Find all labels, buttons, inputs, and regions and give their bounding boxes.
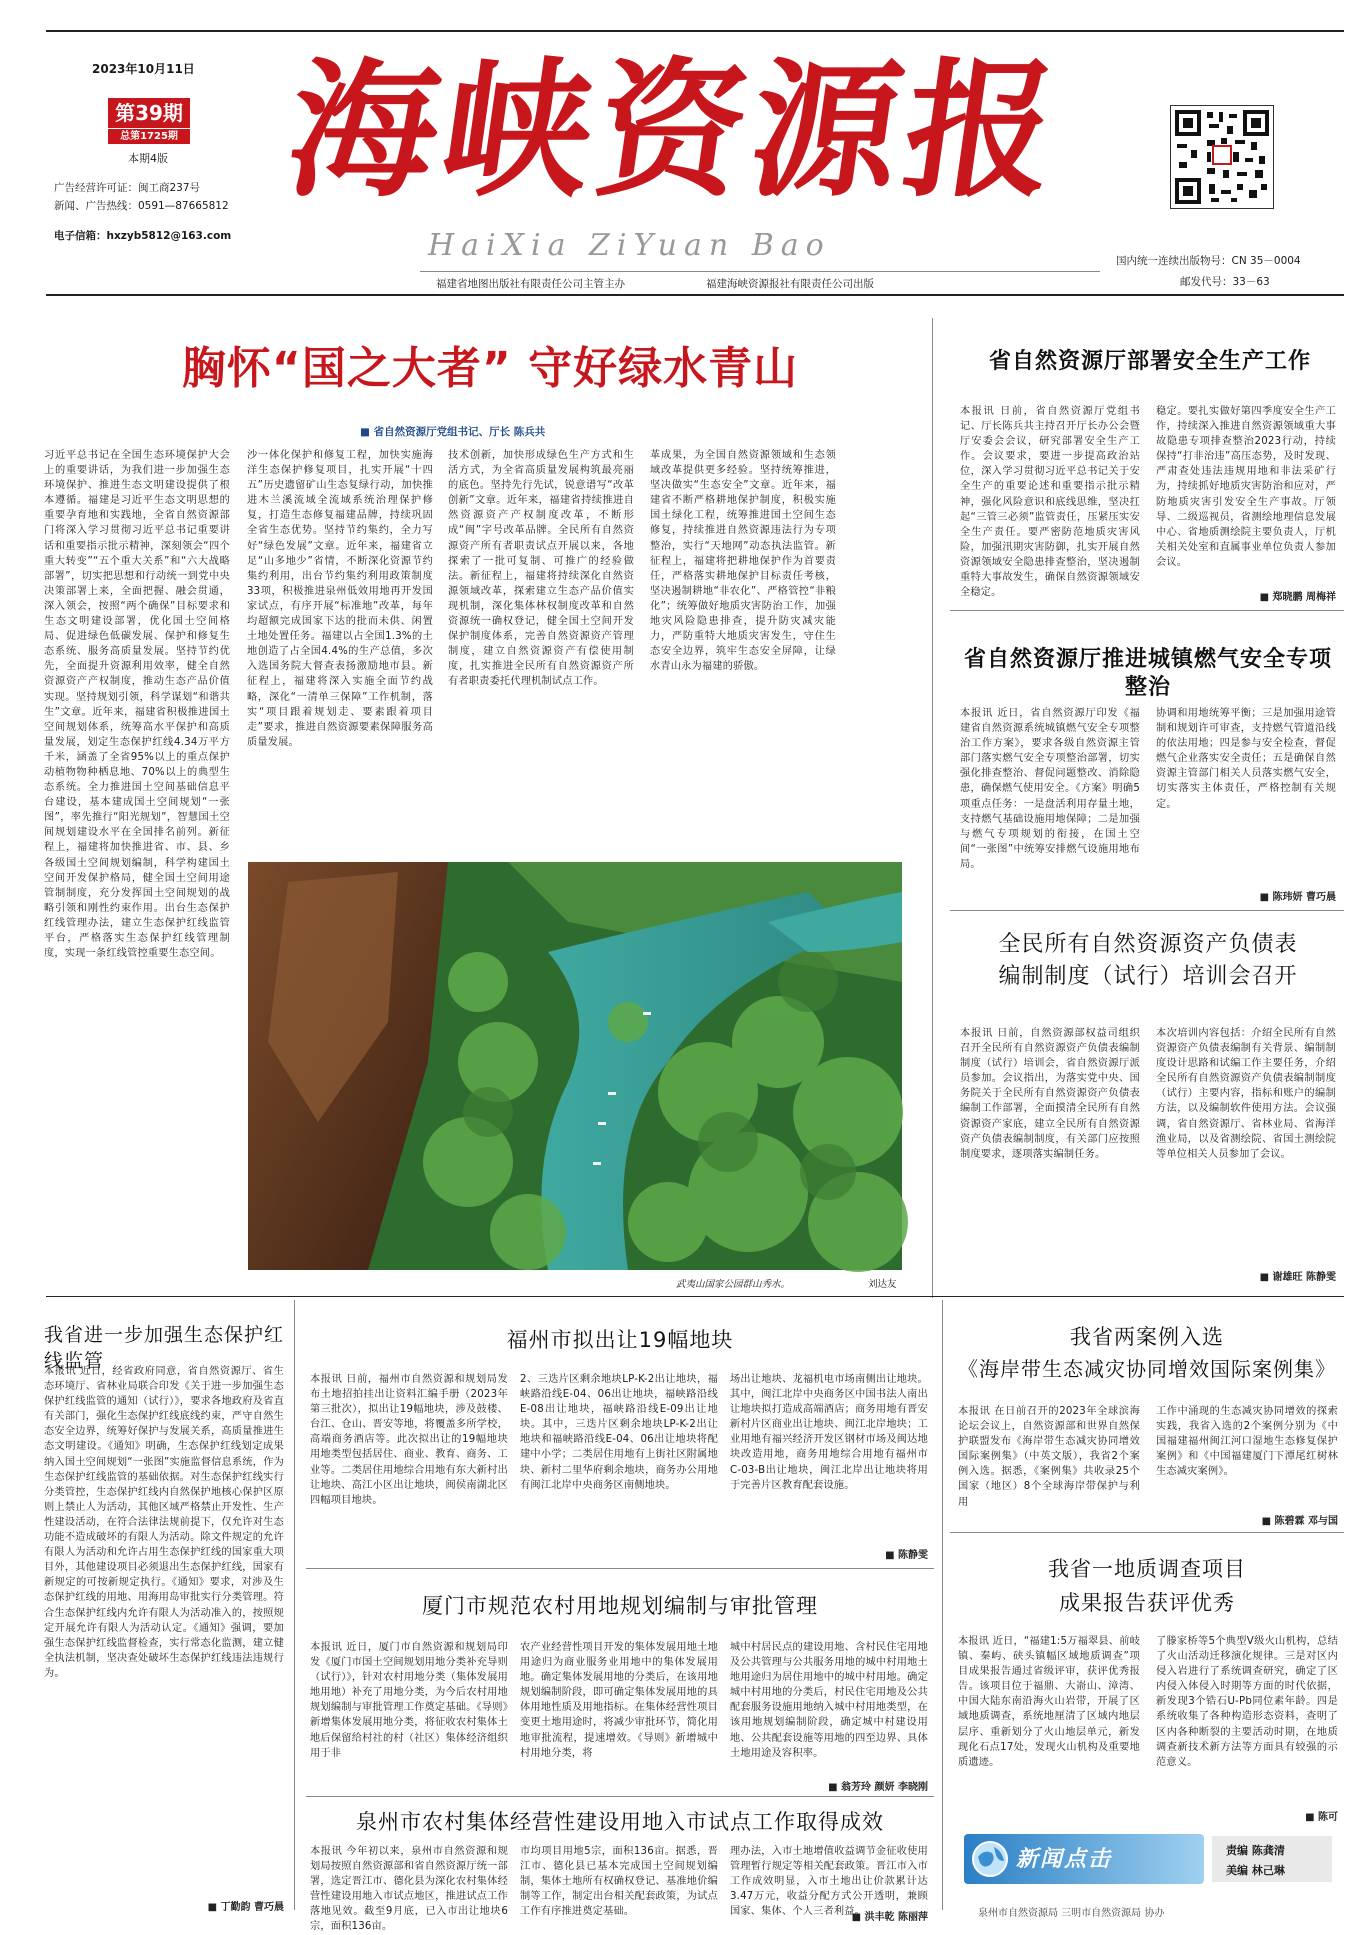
r2-col-1: 本报讯 近日，省自然资源厅印发《福建省自然资源系统城镇燃气安全专项整治工作方案》，要求各级自然资源主管部门落实燃气安全专项整治部署，切实强化排查整治、督促问题整改、消除隐患，确保燃气使用安全。《方案》明确5项重点任务：一是盘活利用存量土地，支持燃气基础设施用地保障；二是加强与燃气专项规划的衔接，在国土空间“一张图”中统筹安排燃气设施用地布局。	[960, 708, 1140, 870]
r9-headline: 泉州市农村集体经营性建设用地入市试点工作取得成效	[356, 1810, 884, 1834]
r1-col-1: 本报讯 日前，省自然资源厅党组书记、厅长陈兵共主持召开厅长办公会暨厅安委会会议，研究部署安全生产工作。会议要求，要进一步提高政治站位，深入学习贯彻习近平总书记关于安全生产的重要论述和重要指示批示精神，强化风险意识和底线思维，坚决扛起“三管三必须”监管责任，压紧压实安全生产责任。要严密防范地质灾害风险，加强汛期灾害防御，扎实开展自然资源领域安全隐患排查整治，坚决遏制重特大事故发生，确保自然资源领域安全稳定。	[960, 406, 1140, 599]
lead-col-3: 技术创新，加快形成绿色生产方式和生活方式，为全省高质量发展构筑最亮丽的底色。坚持先行先试，锐意谱写“改革创新”文章。近年来，福建省持续推进自然资源资产产权制度改革，不断形成“闽”字号改革品牌。全民所有自然资源资产所有者职责试点开展以来，各地探索了一批可复制、可推广的经验做法。新征程上，福建将持续深化自然资源领域改革，探索建立生态产品价值实现机制，深化集体林权制度改革和自然资源统一确权登记，健全国土空间开发保护制度体系，完善自然资源资产管理制度，建立自然资源资产有偿使用制度，扎实推进全民所有自然资源资产所有者职责委托代理机制试点工作。	[448, 450, 634, 688]
r7-headline: 厦门市规范农村用地规划编制与审批管理	[422, 1594, 818, 1618]
r9-col-1: 本报讯 今年初以来，泉州市自然资源和规划局按照自然资源部和省自然资源厅统一部署，选定晋江市、德化县为深化农村集体经营性建设用地入市试点地区，推进试点工作落地见效。截至9月底，已入市出让地块6宗，面积136亩。	[310, 1846, 508, 1933]
editor-box	[1212, 1836, 1332, 1882]
lead-byline: ■ 省自然资源厅党组书记、厅长 陈兵共	[360, 426, 546, 438]
edition-count: 本期4版	[128, 152, 168, 165]
r3-headline-1: 全民所有自然资源资产负债表	[998, 932, 1298, 957]
masthead-bottom-rule	[46, 294, 1344, 296]
r1-divider	[950, 610, 1344, 611]
lead-photo	[248, 862, 902, 1270]
r5-headline: 福州市拟出让19幅地块	[506, 1328, 734, 1352]
r8-byline: ■ 陈可	[1305, 1812, 1338, 1823]
lead-col-4: 革成果，为全国自然资源领域和生态领域改革提供更多经验。坚持统筹推进，坚决做实“生态安全”文章。近年来，福建省不断严格耕地保护制度，积极实施国土绿化工程，统筹推进国土空间生态修复，持续推进自然资源违法行为专项整治，实行“天地网”动态执法监管。新征程上，福建将把耕地保护作为首要责任，严格落实耕地保护目标责任考核，坚决遏制耕地“非农化”、严格管控“非粮化”；统筹做好地质灾害防治工作，加强地灾风险隐患排查，提升防灾减灾能力，严防重特大地质灾害发生，守住生态安全边界，筑牢生态安全屏障，让绿水青山永为福建的骄傲。	[650, 450, 836, 673]
r7-col-1: 本报讯 近日，厦门市自然资源和规划局印发《厦门市国土空间规划用地分类补充导则（试行）》，针对农村用地分类（集体发展用地用地）补充了用地分类，为今后农村用地规划编制与审批管理工作奠定基础。《导则》新增集体发展用地分类，将征收农村集体土地后保留给村社的村（社区）集体经济组织用于非	[310, 1642, 508, 1759]
newspaper-title: 海峡资源报	[277, 43, 1073, 217]
r5-divider	[306, 1568, 934, 1569]
r7-col-2: 农产业经营性项目开发的集体发展用地土地用途归为商业服务业用地中的集体发展用地。确定集体发展用地的分类后，在该用地规划编制阶段，即可确定集体发展用地的具体用地性质及用地指标。在集体经营性项目变更土地用途时，将减少审批环节，简化用地审批流程，提速增效。《导则》新增城中村用地分类，将	[520, 1642, 718, 1759]
globe-icon	[970, 1839, 1010, 1879]
lead-col-2: 沙一体化保护和修复工程，加快实施海洋生态保护修复项目，扎实开展“十四五”历史遗留矿山生态复绿行动，加快推进木兰溪流域全流域系统治理保护修复，打造生态修复福建品牌，持续巩固全省生态优势。坚持节约集约，全力写好“绿色发展”文章。近年来，福建省立足“山多地少”省情，不断深化资源节约集约利用，出台节约集约利用政策制度33项，积极推进泉州低效用地再开发国家试点，有序开展“标准地”改革，每年均超额完成国家下达的批而未供、闲置土地处置任务。福建以占全国1.3%的土地创造了占全国4.4%的生产总值，多次入选国务院大督查表扬激励地市县。新征程上，福建将深入实施全面节约战略，深化“一清单三保障”工作机制，落实“项目跟着规划走、要素跟着项目走”要求，推进自然资源要素保障服务高质量发展。	[247, 450, 433, 748]
license-text: 广告经营许可证：闽工商237号	[54, 182, 201, 194]
r7-byline: ■ 翁芳玲 颜妍 李晓刚	[828, 1782, 928, 1793]
r1-byline: ■ 郑晓鹏 周梅祥	[1259, 592, 1336, 603]
r9-byline: ■ 洪丰乾 陈丽萍	[851, 1912, 928, 1923]
photo-caption: 武夷山国家公园群山秀水。	[676, 1279, 791, 1290]
r6-divider	[950, 1532, 1344, 1533]
mid-rule	[46, 1296, 1344, 1297]
cooperation-text: 泉州市自然资源局 三明市自然资源局 协办	[978, 1908, 1165, 1919]
r5-col-2: 2、三迭片区剩余地块LP-K-2出让地块，福峡路沿线E-04、06出让地块，福峡路沿线E-08出让地块，福峡路沿线E-09出让地块。其中，三迭片区剩余地块LP-K-2出让地块和福峡路沿线E-04、06出让地块将配建中小学；二类居住用地有上街社区附属地块、新村二里华府剩余地块，商务办公用地有闽江北岸中央商务区南侧地块。	[520, 1374, 718, 1491]
email-text: 电子信箱：hxzyb5812@163.com	[54, 230, 232, 242]
lower-right-divider	[942, 1300, 943, 1910]
r6-col-2: 工作中涌现的生态减灾协同增效的探索实践，我省入选的2个案例分别为《中国福建福州闽江河口湿地生态修复保护案例》和《中国福建厦门下潭尾红树林生态减灾案例》。	[1156, 1406, 1338, 1478]
r8-headline-2: 成果报告获评优秀	[1059, 1591, 1235, 1615]
r5-col-3: 场出让地块、龙福机电市场南侧出让地块。其中，闽江北岸中央商务区中国书法人南出让地块拟打造成高端酒店；商务用地有晋安新村片区商业出让地块、闽江北岸地块；工业用地有福兴经济开发区钢材市场及闽达地块改造用地，商务用地综合用地有福州市C-03-B出让地块，闽江北岸出让地块将用于完善片区教育配套设施。	[730, 1374, 928, 1491]
r1-col-2: 稳定。要扎实做好第四季度安全生产工作，持续深入推进自然资源领域重大事故隐患专项排查整治2023行动，持续保持“打非治违”高压态势，及时发现、严肃查处违法违规用地和非法采矿行为，持续抓好地质灾害防治和应对，严防地质灾害引发安全生产事故。厅领导、二级巡视员，省测绘地理信息发展中心、省地质测绘院主要负责人，厅机关相关处室和直属事业单位负责人参加会议。	[1156, 406, 1336, 568]
r8-headline-1: 我省一地质调查项目	[1048, 1557, 1246, 1581]
postal-code: 邮发代号：33－63	[1180, 276, 1270, 288]
issue-date: 2023年10月11日	[92, 62, 195, 76]
r7-divider	[306, 1796, 934, 1797]
r9-col-2: 市均项目用地5宗，面积136亩。据悉，晋江市、德化县已基本完成国土空间规划编制，集体土地所有权确权登记、基准地价编制等工作，制定出台相关配套政策，为试点工作有序推进奠定基础。	[520, 1846, 718, 1918]
r4-headline: 我省进一步加强生态保护红线监管	[44, 1324, 285, 1372]
news-click-label: 新闻点击	[1016, 1847, 1113, 1872]
r3-col-1: 本报讯 日前，自然资源部权益司组织召开全民所有自然资源资产负债表编制制度（试行）培训会，省自然资源厅派员参加。会议指出，为落实党中央、国务院关于全民所有自然资源资产负债表编制工作部署，全面摸清全民所有自然资源资产家底，建立全民所有自然资源资产负债表编制制度，有关部门应按照制度要求，逐项落实编制任务。	[960, 1028, 1140, 1160]
r3-col-2: 本次培训内容包括：介绍全民所有自然资源资产负债表编制有关背景、编制制度设计思路和试编工作主要任务，介绍全民所有自然资源资产负债表编制制度（试行）主要内容，指标和账户的编制方法，以及编制软件使用方法。会议强调，省自然资源厅、省林业局、省海洋渔业局，以及省测绘院、省国土测绘院等单位相关人员参加了会议。	[1156, 1028, 1336, 1160]
r4-byline: ■ 丁勤韵 曹巧晨	[207, 1902, 284, 1913]
r6-headline-2: 《海岸带生态减灾协同增效国际案例集》	[958, 1357, 1336, 1381]
r4-body: 本报讯 近日，经省政府同意，省自然资源厅、省生态环境厅、省林业局联合印发《关于进一步加强生态保护红线监管的通知（试行）》，要求各地政府及省直有关部门，强化生态保护红线底线约束，严守自然生态安全边界，统筹好保护与发展关系，高质量推进生态文明建设。《通知》明确，生态保护红线划定成果纳入国土空间规划“一张图”实施监督信息系统，作为生态保护红线监管的基础依据。对生态保护红线实行分类管控，生态保护红线内自然保护地核心保护区原则上禁止人为活动，其他区域严格禁止开发性、生产性建设活动，在符合法律法规前提下，仅允许对生态功能不造成破坏的有限人为活动。除文件规定的允许有限人为活动和允许占用生态保护红线的国家重大项目外，其他建设项目必须退出生态保护红线，国家有新规定的可按新规定执行。《通知》要求，对涉及生态保护红线的用地、用海用岛审批实行分类管理。符合生态保护红线内允许有限人为活动准入的，按照规定开展允许有限人为活动认定。《通知》强调，要加强生态保护红线监督检查，实行常态化监测，建立健全执法机制，坚决查处破坏生态保护红线违法违规行为。	[44, 1366, 284, 1679]
photo-credit: 刘达友	[868, 1279, 897, 1290]
r6-headline-1: 我省两案例入选	[1070, 1325, 1224, 1349]
cn-number: 国内统一连续出版物号：CN 35－0004	[1116, 255, 1301, 267]
r6-col-1: 本报讯 在日前召开的2023年全球滨海论坛会议上，自然资源部和世界自然保护联盟发布《海岸带生态减灾协同增效国际案例集》（中英文版），我省2个案例入选。据悉，《案例集》共收录25个国家（地区）8个全球海岸带保护与利用	[958, 1406, 1140, 1508]
r9-col-3: 理办法，入市土地增值收益调节金征收使用管理暂行规定等相关配套政策。晋江市入市工作成效明显，入市土地出让价款累计达3.47万元，收益分配方式公开透明，兼顾国家、集体、个人三者利益。	[730, 1846, 928, 1918]
lead-headline: 胸怀“国之大者” 守好绿水青山	[181, 343, 799, 394]
issue-number: 第39期	[108, 98, 190, 128]
top-rule	[46, 30, 1344, 32]
total-issue: 总第1725期	[108, 129, 190, 144]
news-click-banner	[964, 1834, 1204, 1884]
lead-col-1: 习近平总书记在全国生态环境保护大会上的重要讲话，为我们进一步加强生态环境保护、推进生态文明建设提供了根本遵循。福建是习近平生态文明思想的重要孕育地和实践地，全省自然资源部门将深入学习贯彻习近平总书记重要讲话和重要指示批示精神，深刻领会“四个重大转变”“五个重大关系”和“六大战略部署”，切实把思想和行动统一到党中央决策部署上来，全面把握、融会贯通，深入领会，按照“两个确保”目标要求和生态文明建设部署，优化国土空间格局、促进绿色低碳发展、保护和修复生态系统、服务高质量发展。坚持节约优先，全面提升资源利用效率，健全自然资源资产产权制度，推动生态产品价值实现。坚持规划引领，科学谋划“和谐共生”文章。近年来，福建省积极推进国土空间规划体系，统筹高水平保护和高质量发展，划定生态保护红线4.34万平方千米，涵盖了全省95%以上的重点保护动植物物种栖息地、70%以上的典型生态系统。全力推进国土空间基础信息平台建设，基本建成国土空间规划“一张图”，率先推行“阳光规划”，智慧国土空间规划建设水平在全国排名前列。新征程上，福建将加快推进省、市、县、乡各级国土空间规划编制，科学构建国土空间开发保护格局，健全国土空间用途管制制度，充分发挥国土空间规划的战略引领和刚性约束作用。出台生态保护红线管理办法，建立生态保护红线监管平台，严格落实生态保护红线管理制度，实现一条红线管控重要生态空间。	[44, 450, 230, 960]
r3-byline: ■ 谢雄旺 陈静雯	[1259, 1272, 1336, 1283]
r2-divider	[950, 910, 1344, 911]
lower-left-divider	[294, 1300, 295, 1910]
column-divider	[932, 318, 933, 1298]
newspaper-pinyin: HaiXia ZiYuan Bao	[428, 228, 831, 263]
r8-col-1: 本报讯 近日，“福建1:5万福翠县、前岐镇、秦屿、硖头镇幅区域地质调查”项目成果报告通过省级评审，获评优秀报告。该项目位于福鼎、大嵛山、漳湾、中国大陆东南沿海火山岩带，开展了区域地质调查，系统地厘清了区域内地层层序、重新划分了火山地层单元，新发现化石点17处，发现火山机构及重要地质遗迹。	[958, 1636, 1140, 1768]
hotline-text: 新闻、广告热线：0591—87665812	[54, 200, 229, 212]
r7-col-3: 城中村居民点的建设用地、含村民住宅用地及公共管理与公共服务用地的城中村用地土地用途归为居住用地中的城中村用地。确定城中村用地的分类后，村民住宅用地及公共配套服务设施用地纳入城中村用地类型，在该用地规划编制阶段，确定城中村建设用地、公共配套设施等用地的四至边界、具体土地用途及容积率。	[730, 1642, 928, 1759]
r6-byline: ■ 陈碧霖 邓与国	[1261, 1516, 1338, 1527]
sponsor-1: 福建省地图出版社有限责任公司主管主办	[436, 278, 625, 290]
r5-byline: ■ 陈静雯	[885, 1550, 928, 1561]
sponsor-rule	[420, 271, 1100, 272]
r2-col-2: 协调和用地统筹平衡；三是加强用途管制和规划许可审查，支持燃气管道沿线的依法用地；四是参与安全检查，督促燃气企业落实安全责任；五是确保自然资源主管部门相关人员落实燃气安全，切实落实主体责任，严格控制有关规定。	[1156, 708, 1336, 810]
editor-label: 责编 陈龚清	[1226, 1844, 1285, 1857]
qr-code-icon	[1170, 105, 1274, 209]
sponsor-2: 福建海峡资源报社有限责任公司出版	[706, 278, 874, 290]
r3-headline-2: 编制制度（试行）培训会召开	[998, 964, 1298, 989]
r1-headline: 省自然资源厅部署安全生产工作	[988, 349, 1311, 374]
designer-label: 美编 林己琳	[1226, 1864, 1285, 1877]
r8-col-2: 了滕家桥等5个典型V级火山机构，总结了火山活动迁移演化规律。三是对区内侵入岩进行了系统调查研究，确定了区内侵入体侵入时期等方面的时代依据，新发现3个锆石U-Pb同位素年龄。四是系统收集了各种构造形态资料，查明了区内各种断裂的主要活动时期，在地质调查新技术新方法等方面具有较强的示范意义。	[1156, 1636, 1338, 1768]
r2-headline: 省自然资源厅推进城镇燃气安全专项整治	[963, 647, 1332, 700]
r2-byline: ■ 陈玮妍 曹巧晨	[1259, 892, 1336, 903]
r5-col-1: 本报讯 日前，福州市自然资源和规划局发布土地招拍挂出让资料汇编手册（2023年第三批次），拟出让19幅地块，涉及鼓楼、台江、仓山、晋安等地，将覆盖多所学校，高端商务酒店等。此次拟出让的19幅地块用地类型包括居住、商业、教育、商务、工业等。二类居住用地综合用地有东大新村出让地块、高江小区出让地块，闽侯南湖北区四幅项目地块。	[310, 1374, 508, 1506]
